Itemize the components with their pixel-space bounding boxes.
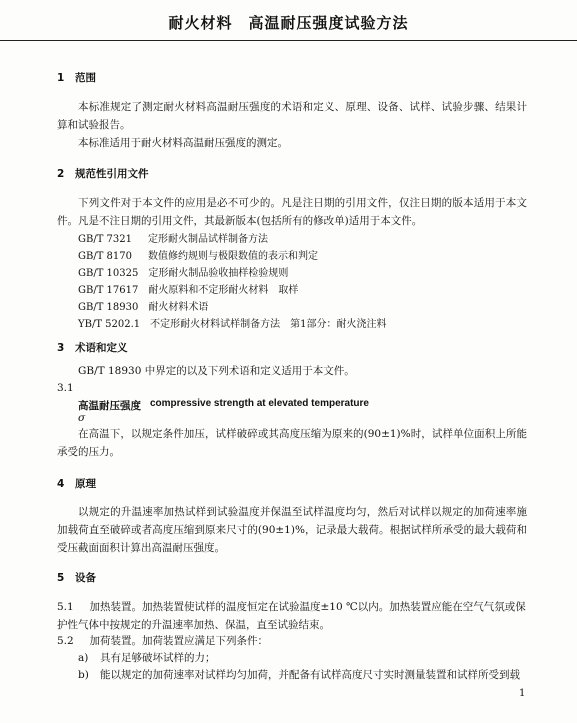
- reference-item: [78, 230, 268, 245]
- section-3-heading: [57, 340, 128, 355]
- clause-5-2: [57, 632, 532, 650]
- clause-number: 5.2: [57, 635, 74, 647]
- clause-text: 加热装置。加热装置使试样的温度恒定在试验温度±10 ℃以内。加热装置应能在空气气氛或保: [89, 601, 526, 613]
- section-number: 3: [57, 342, 65, 354]
- section-title: 术语和定义: [75, 342, 128, 354]
- reference-code: GB/T 10325: [78, 268, 139, 279]
- reference-code: GB/T 7321: [78, 234, 133, 245]
- reference-item: [78, 264, 288, 279]
- term-chinese: 高温耐压强度: [78, 400, 141, 412]
- section-1-heading: [57, 70, 96, 85]
- term-english: compressive strength at elevated temperature: [150, 398, 369, 409]
- reference-code: GB/T 17617: [78, 285, 139, 296]
- reference-title: 耐火原料和不定形耐火材料 取样: [148, 285, 299, 296]
- section-3-para-1: GB/T 18930 中界定的以及下列术语和定义适用于本文件。: [78, 365, 355, 377]
- section-title: 范围: [75, 72, 96, 84]
- reference-code: GB/T 8170: [78, 251, 133, 262]
- reference-title: 定形耐火制品试样制备方法: [148, 234, 268, 245]
- reference-title: 耐火材料术语: [148, 302, 209, 313]
- reference-item: [78, 247, 318, 262]
- page-number: 1: [519, 688, 526, 699]
- list-label: b): [78, 669, 89, 681]
- reference-code: GB/T 18930: [78, 302, 139, 313]
- reference-title: 定形耐火制品验收抽样检验规则: [148, 268, 289, 279]
- section-1-para-2: 本标准适用于耐火材料高温耐压强度的测定。: [78, 137, 288, 149]
- section-title: 规范性引用文件: [75, 168, 149, 180]
- section-4-para-1: 以规定的升温速率加热试样到试验温度并保温至试样温度均匀，然后对试样以规定的加荷速率施加载荷直至破碎或者高度压缩到原来尺寸的(90±1)%，记录最大载荷。根据试样所承受的最大载荷和受压截面面积计算出高温耐压强度。: [57, 506, 527, 554]
- reference-title: 数值修约规则与极限数值的表示和判定: [148, 251, 318, 262]
- document-title: 耐火材料 高温耐压强度试验方法: [168, 14, 409, 32]
- list-label: a): [78, 652, 89, 664]
- clause-5-1: [57, 598, 532, 616]
- term-definition: 在高温下，以规定条件加压，试样破碎或其高度压缩为原来的(90±1)%时，试样单位面积上所能承受的压力。: [57, 428, 527, 458]
- section-number: 5: [57, 572, 65, 584]
- section-number: 1: [57, 72, 65, 84]
- term-symbol: σ: [78, 412, 86, 424]
- reference-item: [78, 298, 208, 313]
- section-number: 2: [57, 168, 65, 180]
- section-title: 原理: [75, 478, 96, 490]
- reference-code: YB/T 5202.1: [78, 319, 141, 330]
- reference-item: [78, 315, 387, 330]
- reference-item: [78, 281, 298, 296]
- clause-number: 5.1: [57, 601, 74, 613]
- title-rule: [0, 40, 577, 41]
- section-number: 4: [57, 478, 65, 490]
- clause-text: 护性气体中按规定的升温速率加热、保温，直至试验结束。: [57, 619, 330, 631]
- section-4-heading: [57, 476, 96, 491]
- list-text: 能以规定的加荷速率对试样均匀加荷，并配备有试样高度尺寸实时测量装置和试样所受到载: [100, 669, 520, 681]
- section-title: 设备: [75, 572, 96, 584]
- section-2-heading: [57, 166, 149, 181]
- list-item-a: [78, 649, 553, 667]
- clause-number: 3.1: [57, 382, 74, 394]
- list-text: 具有足够破坏试样的力；: [100, 652, 216, 664]
- section-1-para-1: 本标准规定了测定耐火材料高温耐压强度的术语和定义、原理、设备、试样、试验步骤、结果计算和试验报告。: [57, 101, 527, 131]
- reference-title: 不定形耐火材料试样制备方法 第1部分：耐火浇注料: [150, 319, 387, 330]
- list-item-b: [78, 666, 533, 684]
- clause-text: 加荷装置。加荷装置应满足下列条件：: [89, 635, 268, 647]
- section-5-heading: [57, 570, 96, 585]
- section-2-para-1: 下列文件对于本文件的应用是必不可少的。凡是注日期的引用文件，仅注日期的版本适用于本文件。凡是不注日期的引用文件，其最新版本(包括所有的修改单)适用于本文件。: [57, 197, 527, 227]
